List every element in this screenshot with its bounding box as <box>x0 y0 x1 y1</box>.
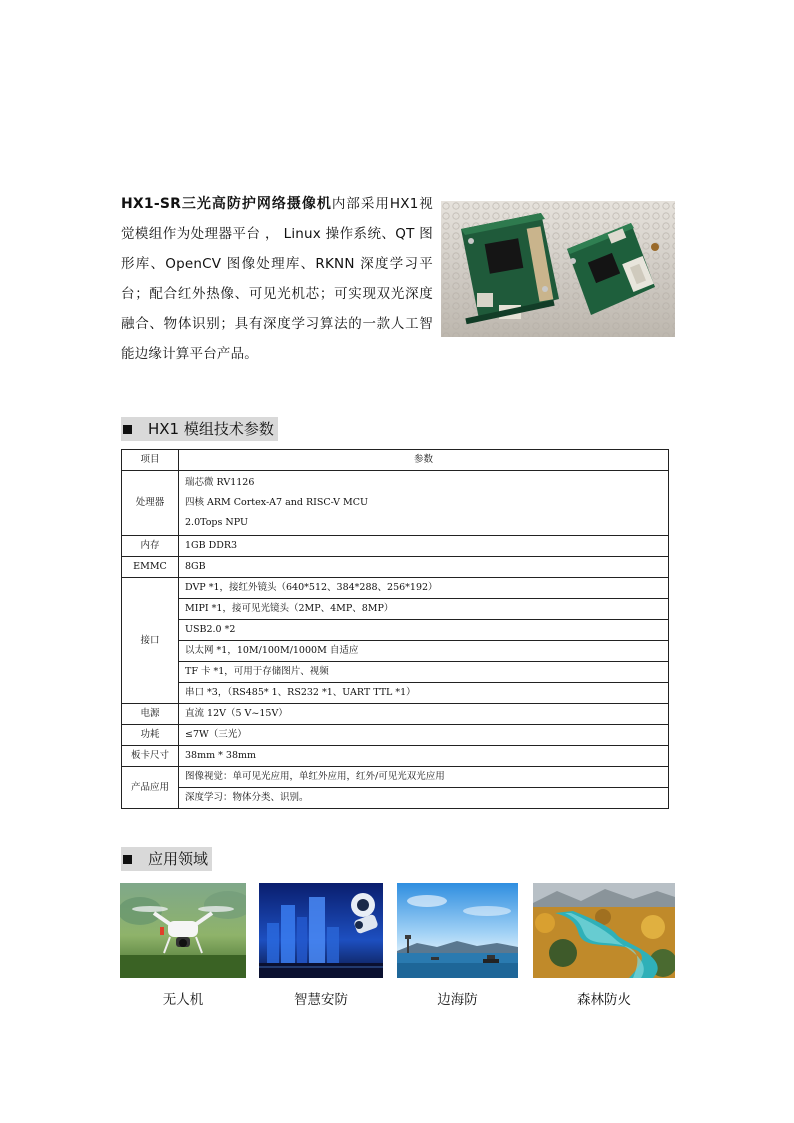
drone-photo <box>120 883 246 978</box>
app-label-border: 边海防 <box>437 992 478 1008</box>
value-interface: 串口 *3，（RS485* 1、RS232 *1、UART TTL *1） <box>179 683 669 704</box>
table-row-consumption <box>122 725 669 746</box>
table-row-interface <box>122 683 669 704</box>
square-bullet-icon <box>123 855 132 864</box>
label-emmc: EMMC <box>122 557 179 578</box>
value-board-size: 38mm * 38mm <box>179 746 669 767</box>
value-application: 深度学习：物体分类、识别。 <box>179 788 669 809</box>
table-header-row <box>122 450 669 471</box>
section-title-specs: HX1 模组技术参数 <box>121 417 278 441</box>
application-gallery <box>120 883 676 1008</box>
label-memory: 内存 <box>122 536 179 557</box>
value-interface: TF 卡 *1，可用于存储图片、视频 <box>179 662 669 683</box>
table-row-processor <box>122 471 669 536</box>
label-board-size: 板卡尺寸 <box>122 746 179 767</box>
header-item: 项目 <box>122 450 179 471</box>
table-row-interface <box>122 641 669 662</box>
label-processor: 处理器 <box>122 471 179 536</box>
table-row-power <box>122 704 669 725</box>
table-row-interface <box>122 620 669 641</box>
security-photo <box>259 883 383 978</box>
table-row-interface <box>122 662 669 683</box>
hx1-module-photo <box>441 201 675 337</box>
label-consumption: 功耗 <box>122 725 179 746</box>
app-label-security: 智慧安防 <box>294 992 348 1008</box>
value-emmc: 8GB <box>179 557 669 578</box>
value-interface: MIPI *1，接可见光镜头（2MP、4MP、8MP） <box>179 599 669 620</box>
spec-table <box>121 449 669 809</box>
label-interface: 接口 <box>122 578 179 704</box>
value-interface: 以太网 *1，10M/100M/1000M 自适应 <box>179 641 669 662</box>
value-processor <box>179 471 669 536</box>
table-row-memory <box>122 536 669 557</box>
table-row-interface <box>122 578 669 599</box>
label-application: 产品应用 <box>122 767 179 809</box>
value-power: 直流 12V（5 V~15V） <box>179 704 669 725</box>
value-memory: 1GB DDR3 <box>179 536 669 557</box>
processor-line: 2.0Tops NPU <box>185 517 248 528</box>
label-power: 电源 <box>122 704 179 725</box>
value-interface: DVP *1，接红外镜头（640*512、384*288、256*192） <box>179 578 669 599</box>
product-title: HX1-SR三光高防护网络摄像机 <box>121 196 332 212</box>
forest-photo <box>533 883 675 978</box>
app-label-forest: 森林防火 <box>577 992 631 1008</box>
value-consumption: ≤7W（三光） <box>179 725 669 746</box>
table-row-interface <box>122 599 669 620</box>
table-row-application <box>122 788 669 809</box>
value-application: 图像视觉：单可见光应用，单红外应用，红外/可见光双光应用 <box>179 767 669 788</box>
value-interface: USB2.0 *2 <box>179 620 669 641</box>
square-bullet-icon <box>123 425 132 434</box>
section-title-applications: 应用领域 <box>121 847 212 871</box>
header-param: 参数 <box>179 450 669 471</box>
processor-line: 四核 ARM Cortex-A7 and RISC-V MCU <box>185 497 369 508</box>
border-photo <box>397 883 518 978</box>
table-row-board-size <box>122 746 669 767</box>
table-row-application <box>122 767 669 788</box>
intro-body: 内部采用HX1视觉模组作为处理器平台 ， Linux 操作系统、QT 图形库、OpenCV 图像处理库、RKNN 深度学习平台；配合红外热像、可见光机芯；可实现双光深度融合、物体识别；具有深度学习算法的一款人工智能边缘计算平台产品。 <box>121 196 433 362</box>
app-label-drone: 无人机 <box>162 992 204 1008</box>
intro-paragraph <box>121 189 433 369</box>
processor-line: 瑞芯微 RV1126 <box>185 477 255 488</box>
table-row-emmc <box>122 557 669 578</box>
